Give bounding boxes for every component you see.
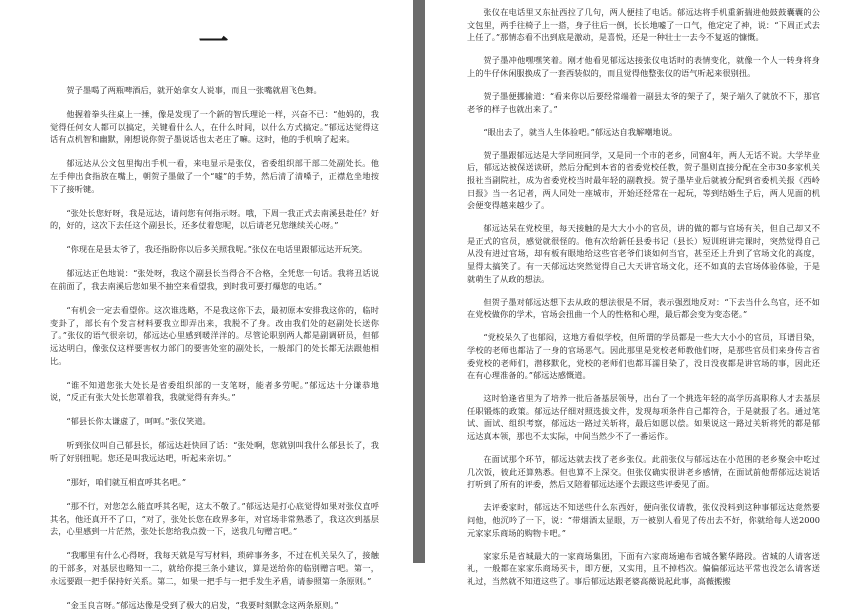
paragraph: 张仪在电话里又东扯西拉了几句，两人便挂了电话。郁远达将手机重新揣进他鼓鼓囊囊的公文包里，两手往椅子上一搭，身子往后一倒，长长地嘘了一口气，他定定了神，说：“下周正式去上任了。”那情态看不出到底是激动，是喜悦，还是一种壮士一去今不复返的慷慨。 (467, 7, 820, 43)
page-divider (413, 0, 425, 563)
paragraph: “你现在是县太爷了，我还指盼你以后多关照我呢。”张仪在电话里跟郁远达开玩笑。 (66, 244, 368, 255)
left-page[interactable] (0, 0, 413, 610)
paragraph: “谁不知道您张大处长是省委组织部的一支笔呀，能者多劳呢。”郁远达十分谦恭地说，“反正有张大处长您罩着我，我就觉得有奔头。” (50, 379, 379, 403)
paragraph: “张处长您好呀，我是远达，请问您有何指示呀。哦，下周一我正式去南溪县赴任？好的，好的，这次下去任这个副县长，还多仗着您呢，以后请老兄您继续关心呀。” (50, 207, 379, 231)
paragraph: “眼出去了，就当人生体验吧。”郁远达自我解嘲地说。 (483, 126, 678, 137)
paragraph: “我哪里有什么心得呀，我每天就是写写材料，琐碎事务多，不过在机关呆久了，接触的干部多，对基层也略知一二，就给你提三条小建议，算是送给你的临别赠言吧。第一，永远要跟一把手保持好关系。第二，如果一把手与一把手发生矛盾，请参照第一条原则。” (50, 550, 379, 586)
paragraph: 郁远达从公文包里掏出手机一看，来电显示是张仪，省委组织部干部二处副处长。他左手伸出食指放在嘴上，朝贺子墨做了一个“嘘”的手势，然后清了清嗓子，正襟危坐地按下了接听键。 (50, 158, 379, 194)
paragraph: 郁远达正色地说：“张处呀，我这个副县长当得合不合格，全凭您一句话。我将丑话说在前面了，我去南溪后您如果不抽空来看望我，到时我可要打爆您的电话。” (50, 268, 379, 292)
chapter-title: 一 (198, 25, 231, 60)
paragraph: “金玉良言呀。”郁远达像是受到了极大的启发，“我要时刻默念这两条原则。” (66, 599, 339, 610)
paragraph: 这时恰逢省里为了培养一批后备基层领导，出台了一个挑选年轻的高学历高职称人才去基层任职锻炼的政策。郁远达仔细对照选拔文件，发现每项条件自己都符合，于是就报了名。通过笔试、面试、组织考察，郁远达一路过关斩将，最后如愿以偿。如果说这一路过关斩将凭的都是郁远达真本领，那也不太实际，中间当然少不了一番运作。 (467, 393, 820, 442)
paragraph: 在面试那个环节，郁远达就去找了老乡张仪。此前张仪与郁远达在小范围的老乡聚会中吃过几次饭，彼此还算熟悉。但也算不上深交。但张仪确实很讲老乡感情，在面试前他帮郁远达说话打听到了所有的评委，然后又陪着郁远达逐个去跟这些评委见了面。 (467, 454, 820, 490)
paragraph: 家家乐是省城最大的一家商场集团，下面有六家商场遍布省城各繁华路段。省城的人请客送礼，一般都在家家乐商场买卡，即方便，又实用，且不掉档次。偏偏郁远达平常也没怎么请客送礼过，当然就不知道这些了。事后郁远达跟老婆高薇说起此事，高薇搬搬 (467, 550, 820, 586)
paragraph: “党校呆久了也郁闷，这地方看似学校，但所谓的学员都是一些大大小小的官员，耳谱目染，学校的老师也都沾了一身的官场恶气。因此那里是党校老师教他们呀，是那些官员们来身传言省委党校的老师们，潜移默化，党校的老师们也都耳濡目染了，没日没夜都是讲官场的事，因此还在有心理准备的。”郁远达感慨道。 (467, 332, 820, 381)
paragraph: 听到张仪叫自己郁县长，郁远达赶快回了话：“张处啊，您就别叫我什么郁县长了，我听了好别扭呢。您还是叫我远达吧，听起来亲切。” (50, 440, 379, 463)
paragraph: 贺子墨跟郁远达是大学同班同学，又是同一个市的老乡，同窗4年，两人无话不说。大学毕业后，郁远达被保送读研，然后分配到本省的省委党校任教，贺子墨则直接分配在全市30多家机关报社当副院社，成为省委党校当时最年轻的副教授。贺子墨毕业后就被分配到省委机关报《西岭日报》当一名记者，两人同处一座城市，开始还经常在一起玩，等到结婚生子后，两人见面的机会便变得越来越少了。 (467, 149, 820, 211)
paragraph: 他握着拳头往桌上一捶，像是发现了一个新的智氏理论一样，兴奋不已：“他妈的，我觉得任何女人都可以搞定，关键看什么人，在什么时间，以什么方式搞定。”郁远达觉得这话有点机智和幽默，刚想说你贺子墨说话也太老庄了嘛。这时，他的手机响了起来。 (50, 109, 379, 145)
paragraph: 贺子墨冲他嘿嘿笑着。刚才他看见郁远达接张仪电话时的表情变化，就像一个人一转身将身上的牛仔休闲服换成了一套西装似的，而且觉得他整张仪的语气听起来很别扭。 (467, 55, 820, 78)
paragraph: 去评委家时，郁远达不知送些什么东西好，便向张仪请教，张仪没料到这种事郁远达竟然要问他，他沉吟了一下，说：“带烟酒太显眼，万一被别人看见了传出去不好，你就给每人送2000元家家乐商场的购物卡吧。” (467, 502, 820, 538)
paragraph: 贺子墨便挪揄道：“看来你以后要经常端着一副县太爷的架子了，架子端久了就放不下，那官老爷的样子也就出来了。” (467, 90, 820, 114)
paragraph: 郁远达呆在党校里，每天接触的是大大小小的官员，讲的做的都与官场有关，但自己却又不是正式的官员，感觉就很怪的。他有次给新任县委书记（县长）短训班讲完课时，突然觉得自己从没有进过官场，却有板有眼地给这些官老爷们谈如何当官，甚至还上升到了官场文化的高度，显得太搞笑了。有一天郁远达突然觉得自己大天讲官场文化，还不如真的去官场体验体验，于是就萌生了从政的想法。 (467, 223, 820, 284)
paragraph: 贺子墨喝了两瓶啤酒后，就开始拿女人说事，而且一张嘴就眉飞色舞。 (66, 85, 322, 95)
paragraph: “郁县长你太谦虚了，呵呵。”张仪笑道。 (66, 416, 211, 427)
paragraph: “有机会一定去看望你。这次谁选略，不是我这你下去，最初原本安排我这你的，临时变卦了，部长有个发言材料要我立即弄出来，我脱不了身。改由我们处的赵副处长送你了。”张仪的语气很亲切，郁远达心里感到暖洋洋的。尽管论职别两人都是副调研员，但郁远达明白，像张仪这样要害权力部门的要害处室的副处长，一般部门的处长都无法跟他相比。 (50, 305, 379, 366)
right-page[interactable] (425, 0, 844, 586)
paragraph: “那不行，对您怎么能直呼其名呢，这太不敬了。”郁远达是打心底觉得如果对张仪直呼其名，他还真开不了口，“对了，张处长您在政界多年，对官场非常熟悉了，我这次到基层去，心里感到一片茫然，张处长您给我点拨一下，送我几句赠言吧。” (50, 501, 379, 537)
paragraph: “那好，咱们就互相直呼其名吧。” (66, 477, 187, 488)
paragraph: 但贺子墨对郁远达想下去从政的想法很是不屑，表示强烈地反对：“下去当什么鸟官，还不如在党校做你的学术，官场会扭曲一个人的性格和心理，最后都会变为变态佬。” (467, 296, 820, 320)
